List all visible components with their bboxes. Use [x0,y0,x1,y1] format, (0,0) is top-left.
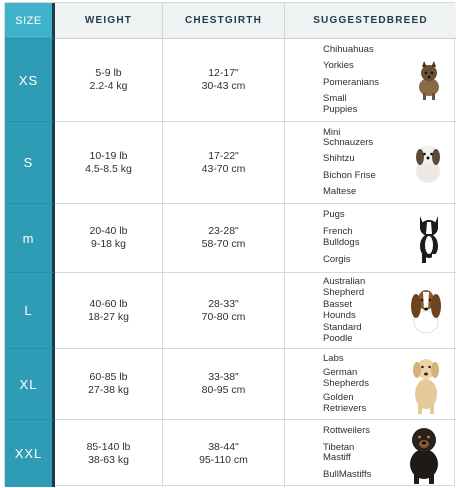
weight-kg: 4.5-8.5 kg [85,162,132,175]
weight-lb: 40-60 lb [89,297,128,310]
chest-in: 28-33" [208,297,239,310]
breed-list [323,273,365,348]
chest-header-line1: CHEST [184,15,225,26]
weight-kg: 9-18 kg [90,238,127,250]
breed-header-line2: BREED [386,15,428,26]
chest-cell [163,349,285,420]
breed-name: Rottweilers [323,425,370,437]
chest-girth-header [163,3,285,39]
size-label-l: L [5,273,55,349]
breed-name: Yorkies [323,60,354,72]
weight-cell [55,122,163,204]
mastiff-dog-icon [404,424,444,484]
weight-lb: 20-40 lb [89,225,128,237]
size-label-m: m [5,204,55,273]
weight-lb: 60-85 lb [89,371,128,383]
breed-name: Corgis [323,254,351,266]
weight-kg: 18-27 kg [88,310,129,323]
chest-in: 23-28" [208,225,239,237]
breed-cell [285,122,456,204]
breed-list [323,122,376,203]
chest-cell [163,273,285,349]
breed-name: Pomeranians [323,76,379,88]
size-label-xs: XS [5,39,55,122]
dog-size-chart [4,2,455,486]
breed-name: Bichon Frise [323,169,376,181]
breed-name: Shihtzu [323,153,355,165]
breed-list [323,204,359,272]
breed-name: Labs [323,352,344,364]
chest-header-line2: GIRTH [224,15,262,26]
breed-header-line1: SUGGESTED [313,15,387,26]
weight-cell [55,273,163,349]
weight-lb: 5-9 lb [95,67,122,79]
breed-name: Pugs [323,209,345,221]
breed-cell [285,204,456,273]
weight-kg: 38-63 kg [88,453,129,466]
breed-name: Tibetan Mastiff [323,441,355,464]
size-header: SIZE [5,3,55,39]
chest-in: 12-17" [208,67,239,79]
size-label-xxl: XXL [5,420,55,487]
breed-name: French Bulldogs [323,226,360,248]
shihtzu-dog-icon [412,141,444,185]
chest-cm: 70-80 cm [201,310,246,323]
weight-lb: 85-140 lb [86,440,131,453]
breed-list [323,39,379,121]
size-label-s: S [5,122,55,204]
weight-cell [55,204,163,273]
yorkie-dog-icon [414,60,444,100]
weight-lb: 10-19 lb [89,149,128,162]
breed-list [323,349,369,419]
breed-name: Small Puppies [323,93,358,115]
boston-terrier-dog-icon [414,212,444,264]
breed-name: Standard Poodle [323,322,362,344]
weight-header: WEIGHT [55,3,163,39]
labrador-dog-icon [408,354,444,414]
chest-cell [163,420,285,487]
basset-hound-dog-icon [408,286,444,336]
chest-in: 33-38" [208,371,239,383]
breed-name: Australian Shepherd [323,276,366,298]
breed-cell [285,273,456,349]
breed-name: Basset Hounds [323,299,356,321]
chest-in: 17-22" [208,149,239,162]
breed-name: Maltese [323,185,357,197]
chest-cell [163,39,285,122]
chest-cm: 95-110 cm [199,453,248,466]
breed-name: Golden Retrievers [323,392,367,414]
breed-cell [285,39,456,122]
breed-list [323,420,371,487]
chest-cm: 30-43 cm [201,80,246,92]
weight-cell [55,349,163,420]
breed-cell [285,420,456,487]
breed-cell [285,349,456,420]
suggested-breed-header [285,3,456,39]
weight-kg: 2.2-4 kg [89,80,128,92]
breed-name: German Shepherds [323,367,369,389]
weight-cell [55,39,163,122]
weight-kg: 27-38 kg [88,384,129,396]
breed-name: Chihuahuas [323,43,374,55]
chest-cm: 43-70 cm [201,162,246,175]
chest-cell [163,204,285,273]
weight-cell [55,420,163,487]
breed-name: Mini Schnauzers [323,126,374,149]
breed-name: BullMastiffs [323,469,372,481]
size-label-xl: XL [5,349,55,420]
chest-in: 38-44" [208,440,239,453]
chest-cm: 58-70 cm [201,238,246,250]
chest-cm: 80-95 cm [201,384,246,396]
chest-cell [163,122,285,204]
